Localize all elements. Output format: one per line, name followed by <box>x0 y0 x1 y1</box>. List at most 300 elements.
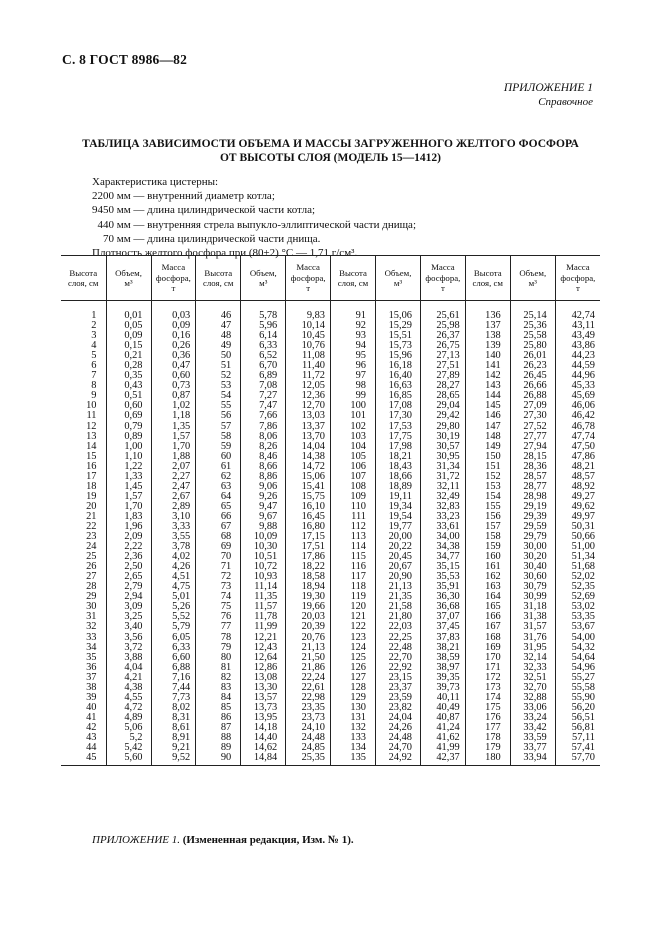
table-cell-volume: 22,48 <box>376 643 421 653</box>
table-cell-mass: 46,06 <box>555 401 600 411</box>
table-cell-mass: 49,27 <box>555 492 600 502</box>
column-header-line: фосфора, <box>560 272 596 283</box>
table-cell-volume: 9,47 <box>241 502 286 512</box>
table-cell-height: 36 <box>86 661 97 673</box>
table-cell-height: 140 <box>465 351 510 361</box>
characteristics-line: 440 мм — внутренняя стрела выпукло-эллиптической части днища; <box>92 218 416 231</box>
table-cell-height: 117 <box>331 572 376 582</box>
table-cell-height: 139 <box>465 341 510 351</box>
table-cell-height: 71 <box>196 562 241 572</box>
table-cell-mass: 18,94 <box>286 582 331 592</box>
table-cell-height: 149 <box>465 442 510 452</box>
table-cell-height: 124 <box>331 643 376 653</box>
table-cell-volume: 0,09 <box>106 331 151 341</box>
table-cell-mass: 48,21 <box>555 462 600 472</box>
table-cell-mass: 42,74 <box>555 301 600 322</box>
table-cell-height: 32 <box>86 621 97 633</box>
table-cell-volume: 8,66 <box>241 462 286 472</box>
table-cell-volume: 10,51 <box>241 552 286 562</box>
characteristics-line: Характеристика цистерны: <box>92 176 219 188</box>
table-cell-height: 39 <box>86 691 97 703</box>
table-cell-volume: 21,58 <box>376 602 421 612</box>
table-cell-mass: 27,89 <box>421 371 466 381</box>
column-header-line: Объем, <box>384 267 412 278</box>
table-cell-mass: 14,72 <box>286 462 331 472</box>
table-cell-volume: 31,95 <box>510 643 555 653</box>
table-cell-mass: 40,87 <box>421 713 466 723</box>
table-cell-mass: 54,00 <box>555 633 600 643</box>
table-cell-height: 35 <box>86 651 97 663</box>
table-cell-height: 157 <box>465 522 510 532</box>
column-header-line: м³ <box>259 278 268 288</box>
table-cell-mass: 0,47 <box>151 361 196 371</box>
table-cell-volume: 2,65 <box>106 572 151 582</box>
table-cell-height: 26 <box>86 561 97 573</box>
table-cell-volume: 31,76 <box>510 633 555 643</box>
table-cell-mass: 13,03 <box>286 411 331 421</box>
table-cell-mass: 27,51 <box>421 361 466 371</box>
column-header-line: слоя, см <box>472 278 503 288</box>
table-cell-height: 100 <box>331 401 376 411</box>
table-cell-mass: 13,70 <box>286 432 331 442</box>
table-cell-volume: 30,00 <box>510 542 555 552</box>
table-cell-mass: 16,80 <box>286 522 331 532</box>
table-cell-volume: 25,14 <box>510 301 555 322</box>
table-cell-height: 133 <box>331 733 376 743</box>
table-cell-volume: 26,23 <box>510 361 555 371</box>
table-cell-volume: 29,19 <box>510 502 555 512</box>
table-cell-mass: 9,52 <box>151 753 196 766</box>
table-cell-height: 129 <box>331 693 376 703</box>
table-cell-volume: 33,59 <box>510 733 555 743</box>
table-cell-volume: 26,88 <box>510 391 555 401</box>
table-cell-height: 103 <box>331 432 376 442</box>
table-cell-volume: 0,69 <box>106 411 151 421</box>
table-cell-volume: 11,14 <box>241 582 286 592</box>
table-cell-volume: 4,89 <box>106 713 151 723</box>
table-cell-height: 177 <box>465 723 510 733</box>
table-cell-mass: 37,45 <box>421 622 466 632</box>
table-cell-mass: 48,92 <box>555 482 600 492</box>
table-cell-mass: 22,24 <box>286 673 331 683</box>
table-cell-mass: 52,69 <box>555 592 600 602</box>
table-cell-volume: 28,36 <box>510 462 555 472</box>
table-cell-volume: 28,77 <box>510 482 555 492</box>
table-cell-volume: 30,40 <box>510 562 555 572</box>
table-cell-height: 135 <box>331 753 376 766</box>
table-cell-mass: 0,73 <box>151 381 196 391</box>
table-cell-volume: 29,79 <box>510 532 555 542</box>
table-cell-volume: 2,09 <box>106 532 151 542</box>
table-cell-volume: 32,51 <box>510 673 555 683</box>
table-cell-height: 94 <box>331 341 376 351</box>
table-cell-height: 4 <box>91 340 97 352</box>
table-cell-height: 21 <box>86 510 97 522</box>
characteristics-line: Плотность желтого фосфора при (80±2) °С — 1,71 г/см³. <box>92 247 358 260</box>
table-cell-volume: 33,42 <box>510 723 555 733</box>
table-cell-volume: 16,85 <box>376 391 421 401</box>
table-cell-volume: 0,60 <box>106 401 151 411</box>
table-cell-mass: 20,03 <box>286 612 331 622</box>
table-cell-mass: 19,66 <box>286 602 331 612</box>
column-header-mass <box>286 256 331 301</box>
table-cell-height: 163 <box>465 582 510 592</box>
column-header-volume <box>376 256 421 301</box>
table-cell-height: 131 <box>331 713 376 723</box>
table-cell-volume: 20,90 <box>376 572 421 582</box>
table-cell-volume: 26,01 <box>510 351 555 361</box>
table-cell-mass: 34,77 <box>421 552 466 562</box>
table-cell-volume: 29,39 <box>510 512 555 522</box>
table-cell-height: 55 <box>196 401 241 411</box>
table-cell-height: 5 <box>91 350 97 362</box>
table-cell-height: 27 <box>86 571 97 583</box>
table-cell-height: 45 <box>61 753 106 766</box>
table-cell-height: 8 <box>91 380 97 392</box>
table-cell-volume: 1,70 <box>106 502 151 512</box>
table-cell-mass: 0,87 <box>151 391 196 401</box>
table-cell-mass: 43,11 <box>555 321 600 331</box>
table-cell-height: 58 <box>196 432 241 442</box>
table-cell-volume: 15,29 <box>376 321 421 331</box>
table-cell-mass: 32,11 <box>421 482 466 492</box>
table-cell-volume: 16,40 <box>376 371 421 381</box>
table-cell-height: 138 <box>465 331 510 341</box>
table-cell-volume: 10,72 <box>241 562 286 572</box>
table-cell-height: 56 <box>196 411 241 421</box>
table-cell-height: 11 <box>86 410 97 422</box>
table-cell-mass: 57,70 <box>555 753 600 766</box>
table-cell-height: 116 <box>331 562 376 572</box>
table-cell-mass: 43,49 <box>555 331 600 341</box>
table-cell-height: 75 <box>196 602 241 612</box>
table-cell-volume: 0,51 <box>106 391 151 401</box>
table-cell-mass: 44,96 <box>555 371 600 381</box>
table-cell-height: 123 <box>331 633 376 643</box>
table-cell-volume: 24,70 <box>376 743 421 753</box>
table-cell-height: 70 <box>196 552 241 562</box>
table-cell-volume: 10,30 <box>241 542 286 552</box>
table-cell-mass: 7,44 <box>151 683 196 693</box>
table-cell-height: 3 <box>91 330 97 342</box>
table-cell-height: 91 <box>331 301 376 322</box>
table-cell-mass: 50,31 <box>555 522 600 532</box>
table-cell-volume: 2,50 <box>106 562 151 572</box>
table-cell-mass: 44,59 <box>555 361 600 371</box>
table-cell-mass: 16,10 <box>286 502 331 512</box>
table-cell-volume: 17,53 <box>376 422 421 432</box>
characteristics-line: 70 мм — длина цилиндрической части днища. <box>92 232 321 245</box>
table-cell-height: 74 <box>196 592 241 602</box>
table-cell-mass: 21,13 <box>286 643 331 653</box>
table-cell-mass: 1,57 <box>151 432 196 442</box>
table-cell-height: 151 <box>465 462 510 472</box>
table-cell-volume: 4,38 <box>106 683 151 693</box>
footnote-edit-note: (Измененная редакция, Изм. № 1). <box>182 834 354 846</box>
table-cell-mass: 17,51 <box>286 542 331 552</box>
table-cell-volume: 28,98 <box>510 492 555 502</box>
table-cell-volume: 0,21 <box>106 351 151 361</box>
table-cell-volume: 30,60 <box>510 572 555 582</box>
table-cell-volume: 6,89 <box>241 371 286 381</box>
table-cell-mass: 45,69 <box>555 391 600 401</box>
table-cell-volume: 21,35 <box>376 592 421 602</box>
table-cell-height: 165 <box>465 602 510 612</box>
table-cell-height: 143 <box>465 381 510 391</box>
table-cell-height: 73 <box>196 582 241 592</box>
table-cell-mass: 6,88 <box>151 663 196 673</box>
table-cell-mass: 3,10 <box>151 512 196 522</box>
table-cell-mass: 56,51 <box>555 713 600 723</box>
table-cell-height: 152 <box>465 472 510 482</box>
table-cell-volume: 15,96 <box>376 351 421 361</box>
table-cell-volume: 19,54 <box>376 512 421 522</box>
table-cell-mass: 46,42 <box>555 411 600 421</box>
table-cell-height: 180 <box>465 753 510 766</box>
table-cell-mass: 18,22 <box>286 562 331 572</box>
table-cell-mass: 32,83 <box>421 502 466 512</box>
table-cell-height: 29 <box>86 591 97 603</box>
table-cell-mass: 34,00 <box>421 532 466 542</box>
table-cell-mass: 23,73 <box>286 713 331 723</box>
column-header-line: слоя, см <box>203 278 234 288</box>
table-cell-height: 154 <box>465 492 510 502</box>
table-cell-height: 76 <box>196 612 241 622</box>
table-cell-mass: 55,90 <box>555 693 600 703</box>
column-header-line: Объем, <box>115 267 142 278</box>
table-cell-mass: 14,04 <box>286 442 331 452</box>
table-cell-mass: 22,61 <box>286 683 331 693</box>
column-header-line: т <box>440 283 445 294</box>
table-cell-mass: 9,83 <box>286 301 331 322</box>
table-cell-volume: 13,08 <box>241 673 286 683</box>
page-header: С. 8 ГОСТ 8986—82 <box>62 52 188 67</box>
table-cell-volume: 25,58 <box>510 331 555 341</box>
table-row <box>61 622 600 632</box>
column-header-mass <box>421 256 466 301</box>
table-cell-mass: 18,58 <box>286 572 331 582</box>
column-header-volume <box>241 256 286 301</box>
table-cell-volume: 28,57 <box>510 472 555 482</box>
table-cell-volume: 32,14 <box>510 653 555 663</box>
table-cell-volume: 3,72 <box>106 643 151 653</box>
table-cell-mass: 6,05 <box>151 633 196 643</box>
table-cell-volume: 1,57 <box>106 492 151 502</box>
table-cell-height: 93 <box>331 331 376 341</box>
table-cell-mass: 11,08 <box>286 351 331 361</box>
table-cell-volume: 5,78 <box>241 301 286 322</box>
table-cell-mass: 36,68 <box>421 602 466 612</box>
table-cell-height: 67 <box>196 522 241 532</box>
column-header-mass <box>555 256 600 301</box>
table-cell-mass: 4,02 <box>151 552 196 562</box>
table-cell-volume: 30,99 <box>510 592 555 602</box>
table-cell-volume: 11,57 <box>241 602 286 612</box>
table-cell-volume: 23,59 <box>376 693 421 703</box>
table-cell-mass: 5,52 <box>151 612 196 622</box>
table-cell-height: 92 <box>331 321 376 331</box>
table-cell-height: 41 <box>86 711 97 723</box>
table-cell-height: 168 <box>465 633 510 643</box>
table-cell-mass: 29,42 <box>421 411 466 421</box>
table-cell-volume: 29,59 <box>510 522 555 532</box>
table-cell-mass: 38,97 <box>421 663 466 673</box>
table-cell-mass: 45,33 <box>555 381 600 391</box>
table-cell-mass: 2,07 <box>151 462 196 472</box>
table-cell-height: 42 <box>86 721 97 733</box>
table-cell-height: 16 <box>86 460 97 472</box>
table-cell-volume: 27,77 <box>510 432 555 442</box>
table-cell-height: 43 <box>86 731 97 743</box>
table-cell-mass: 35,15 <box>421 562 466 572</box>
table-cell-mass: 15,41 <box>286 482 331 492</box>
table-cell-mass: 3,55 <box>151 532 196 542</box>
table-cell-volume: 14,62 <box>241 743 286 753</box>
table-cell-height: 80 <box>196 653 241 663</box>
table-cell-volume: 21,80 <box>376 612 421 622</box>
table-cell-volume: 1,45 <box>106 482 151 492</box>
table-cell-height: 19 <box>86 490 97 502</box>
table-cell-mass: 30,57 <box>421 442 466 452</box>
table-cell-height: 126 <box>331 663 376 673</box>
table-title <box>0 137 661 165</box>
table-cell-height: 84 <box>196 693 241 703</box>
column-header-line: Масса <box>296 262 320 273</box>
table-cell-volume: 7,86 <box>241 422 286 432</box>
table-cell-height: 49 <box>196 341 241 351</box>
table-cell-height: 170 <box>465 653 510 663</box>
table-cell-volume: 32,88 <box>510 693 555 703</box>
table-cell-height: 106 <box>331 462 376 472</box>
table-cell-mass: 19,30 <box>286 592 331 602</box>
table-cell-height: 176 <box>465 713 510 723</box>
table-cell-mass: 47,86 <box>555 452 600 462</box>
table-cell-height: 89 <box>196 743 241 753</box>
column-header-line: Объем, <box>249 267 277 278</box>
table-cell-height: 90 <box>196 753 241 766</box>
table-cell-mass: 41,99 <box>421 743 466 753</box>
table-cell-mass: 40,49 <box>421 703 466 713</box>
table-cell-height: 48 <box>196 331 241 341</box>
column-header-height <box>331 256 376 301</box>
table-cell-volume: 9,26 <box>241 492 286 502</box>
column-header-mass <box>151 256 196 301</box>
table-cell-height: 9 <box>91 390 97 402</box>
table-cell-height: 147 <box>465 422 510 432</box>
table-header-row <box>61 256 600 301</box>
table-cell-height: 158 <box>465 532 510 542</box>
table-cell-mass: 1,18 <box>151 411 196 421</box>
table-cell-volume: 31,38 <box>510 612 555 622</box>
table-cell-mass: 25,35 <box>286 753 331 766</box>
table-cell-mass: 0,03 <box>151 301 196 322</box>
table-cell-height: 171 <box>465 663 510 673</box>
table-cell-mass: 20,39 <box>286 622 331 632</box>
table-cell-volume: 17,98 <box>376 442 421 452</box>
table-cell-height: 172 <box>465 673 510 683</box>
column-header-line: м³ <box>124 278 133 288</box>
table-cell-mass: 0,26 <box>151 341 196 351</box>
table-cell-mass: 32,49 <box>421 492 466 502</box>
table-cell-height: 95 <box>331 351 376 361</box>
table-cell-height: 141 <box>465 361 510 371</box>
table-cell-mass: 48,57 <box>555 472 600 482</box>
table-cell-height: 14 <box>86 440 97 452</box>
table-cell-height: 2 <box>91 320 97 332</box>
column-header-line: м³ <box>393 278 403 288</box>
table-cell-mass: 1,02 <box>151 401 196 411</box>
table-cell-height: 52 <box>196 371 241 381</box>
table-cell-volume: 13,57 <box>241 693 286 703</box>
table-cell-height: 15 <box>86 450 97 462</box>
table-cell-height: 174 <box>465 693 510 703</box>
column-header-line: т <box>171 283 176 294</box>
table-cell-volume: 19,11 <box>376 492 421 502</box>
table-cell-volume: 8,86 <box>241 472 286 482</box>
table-cell-volume: 15,73 <box>376 341 421 351</box>
table-cell-volume: 4,04 <box>106 663 151 673</box>
table-cell-mass: 30,19 <box>421 432 466 442</box>
table-cell-height: 156 <box>465 512 510 522</box>
table-cell-volume: 9,88 <box>241 522 286 532</box>
table-cell-height: 115 <box>331 552 376 562</box>
table-cell-height: 153 <box>465 482 510 492</box>
table-cell-volume: 7,66 <box>241 411 286 421</box>
table-cell-volume: 10,93 <box>241 572 286 582</box>
table-cell-height: 63 <box>196 482 241 492</box>
table-cell-volume: 14,84 <box>241 753 286 766</box>
table-cell-volume: 0,35 <box>106 371 151 381</box>
table-cell-height: 12 <box>86 420 97 432</box>
table-cell-height: 110 <box>331 502 376 512</box>
table-cell-volume: 8,26 <box>241 442 286 452</box>
table-cell-volume: 16,18 <box>376 361 421 371</box>
table-cell-height: 119 <box>331 592 376 602</box>
table-cell-mass: 38,21 <box>421 643 466 653</box>
table-cell-height: 44 <box>86 742 97 754</box>
column-header-line: Масса <box>161 262 186 273</box>
table-cell-mass: 10,45 <box>286 331 331 341</box>
table-cell-volume: 18,66 <box>376 472 421 482</box>
table-cell-volume: 22,70 <box>376 653 421 663</box>
table-cell-volume: 1,96 <box>106 522 151 532</box>
table-cell-mass: 12,70 <box>286 401 331 411</box>
column-header-line: Высота <box>69 267 98 278</box>
table-cell-volume: 10,09 <box>241 532 286 542</box>
table-cell-height: 159 <box>465 542 510 552</box>
table-cell-volume: 12,21 <box>241 633 286 643</box>
table-cell-height: 136 <box>465 301 510 322</box>
table-cell-volume: 0,43 <box>106 381 151 391</box>
table-cell-mass: 16,45 <box>286 512 331 522</box>
table-cell-volume: 0,15 <box>106 341 151 351</box>
table-cell-height: 47 <box>196 321 241 331</box>
table-cell-mass: 2,89 <box>151 502 196 512</box>
table-cell-mass: 28,27 <box>421 381 466 391</box>
table-cell-height: 175 <box>465 703 510 713</box>
table-cell-height: 134 <box>331 743 376 753</box>
table-cell-height: 96 <box>331 361 376 371</box>
table-cell-mass: 9,21 <box>151 743 196 753</box>
table-cell-height: 33 <box>86 631 97 643</box>
table-title-line-1: ТАБЛИЦА ЗАВИСИМОСТИ ОБЪЕМА И МАССЫ ЗАГРУЖЕННОГО ЖЕЛТОГО ФОСФОРА <box>82 138 579 150</box>
table-cell-mass: 41,62 <box>421 733 466 743</box>
table-cell-volume: 20,67 <box>376 562 421 572</box>
table-cell-mass: 15,75 <box>286 492 331 502</box>
table-cell-height: 85 <box>196 703 241 713</box>
table-cell-volume: 1,10 <box>106 452 151 462</box>
table-cell-height: 22 <box>86 520 97 532</box>
